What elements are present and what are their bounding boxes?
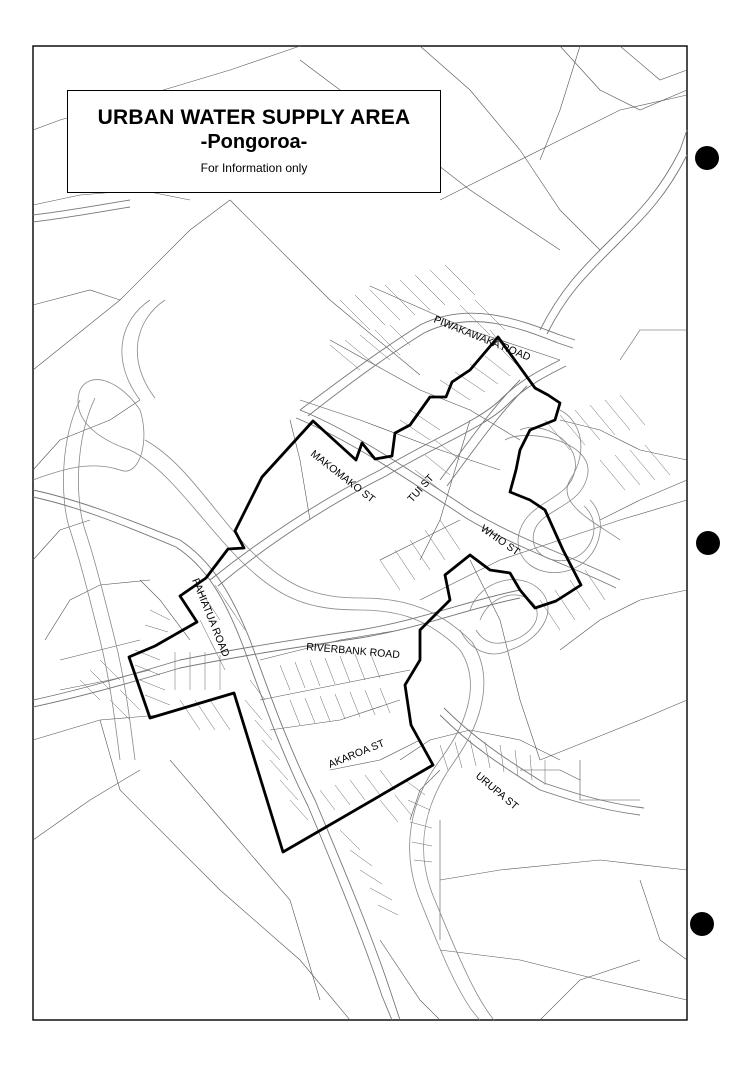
map-title-box	[67, 90, 441, 193]
punch-hole-middle	[696, 531, 720, 555]
street-label-urupa: URUPA ST	[473, 770, 521, 813]
punch-hole-top	[695, 146, 719, 170]
river	[33, 300, 620, 1020]
lot-subdivision-lines	[80, 265, 670, 915]
street-label-riverbank: RIVERBANK ROAD	[305, 641, 401, 662]
map-note: For Information only	[200, 161, 308, 175]
street-label-makomako: MAKOMAKO ST	[308, 447, 378, 506]
road-network	[33, 130, 687, 1020]
street-label-whio: WHIO ST	[478, 522, 522, 559]
street-label-akaroa: AKAROA ST	[326, 737, 387, 771]
street-label-pahiatua: PAHIATUA ROAD	[189, 576, 232, 659]
map-subtitle: -Pongoroa-	[200, 131, 308, 153]
street-label-piwakawaka: PIWAKAWAKA ROAD	[431, 313, 533, 364]
map-title: URBAN WATER SUPPLY AREA	[97, 106, 411, 129]
street-label-tui: TUI ST	[405, 472, 437, 506]
punch-hole-bottom	[690, 912, 714, 936]
